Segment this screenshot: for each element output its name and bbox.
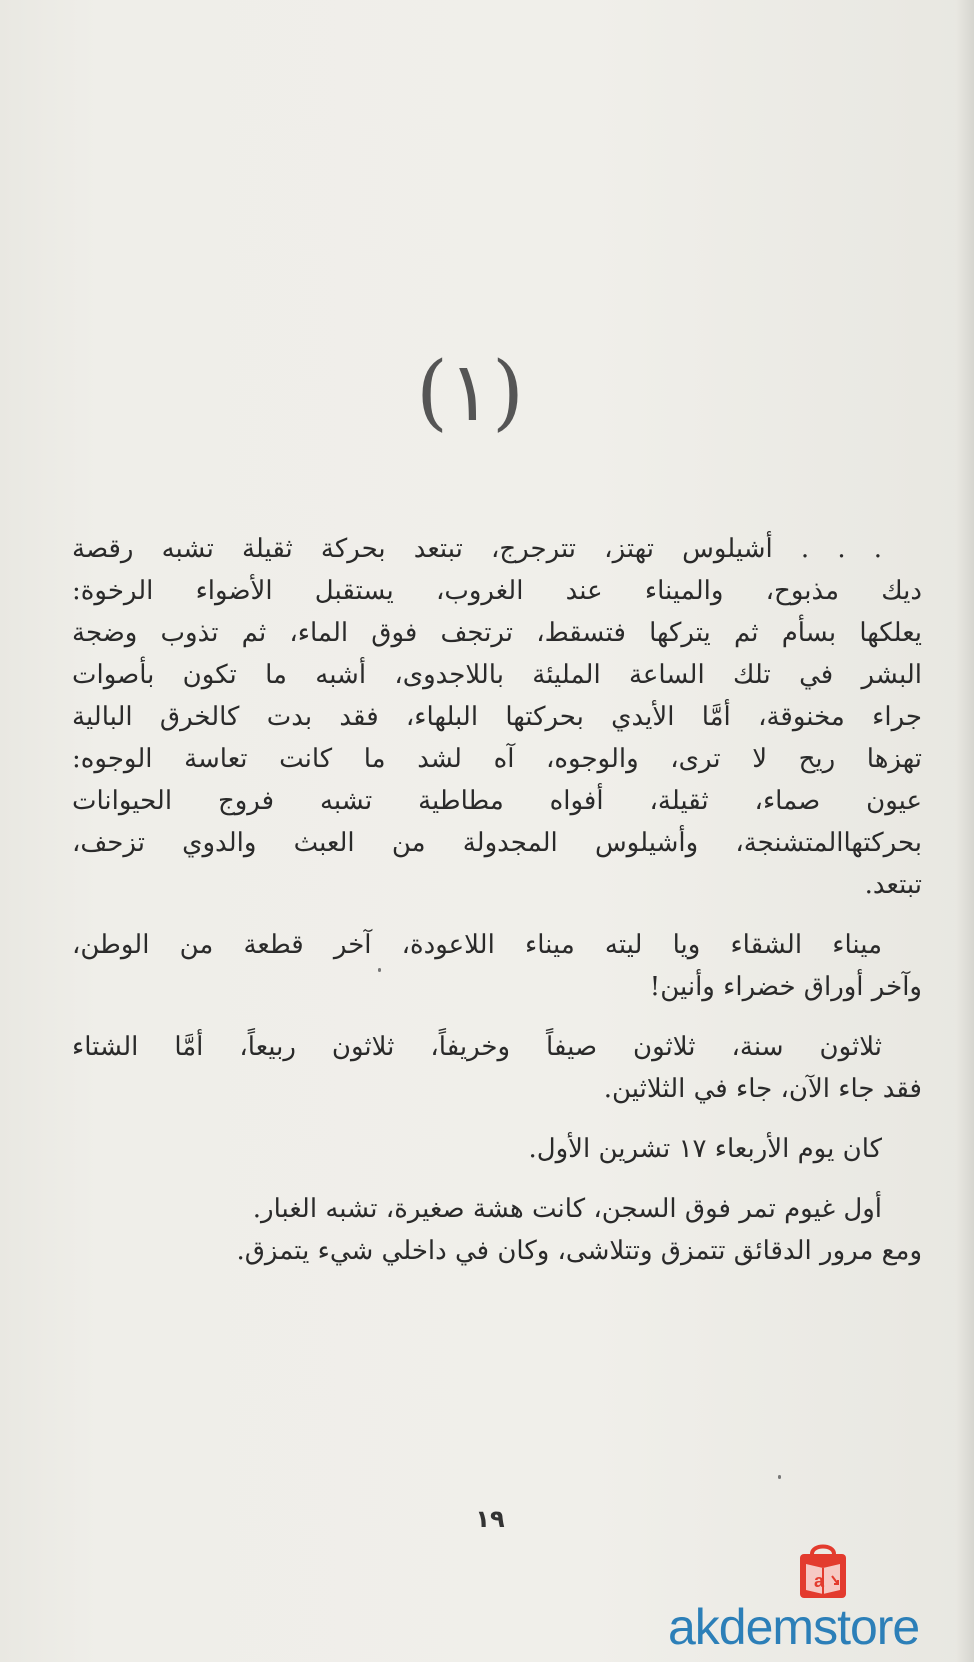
body-text	[72, 528, 922, 1290]
text-line: تبتعد.	[864, 870, 922, 900]
book-bag-icon	[794, 1540, 852, 1602]
text-line: ومع مرور الدقائق تتمزق وتتلاشى، وكان في داخلي شيء يتمزق.	[236, 1236, 922, 1266]
paragraph-3	[72, 1026, 922, 1110]
store-watermark	[668, 1540, 968, 1658]
text-line: فقد جاء الآن، جاء في الثلاثين.	[603, 1074, 922, 1104]
paper-speck	[378, 968, 381, 972]
text-line: ميناء الشقاء ويا ليته ميناء اللاعودة، آخر قطعة من الوطن،	[72, 930, 882, 960]
page-number: ١٩	[475, 1505, 505, 1533]
text-line: البشر في تلك الساعة المليئة باللاجدوى، أشبه ما تكون بأصوات	[72, 660, 922, 690]
text-line: كان يوم الأربعاء ١٧ تشرين الأول.	[528, 1134, 882, 1164]
store-brand-text: akdemstore	[668, 1599, 920, 1655]
text-line: وآخر أوراق خضراء وأنين!	[649, 972, 922, 1002]
page-edge-shadow	[956, 0, 974, 1662]
text-line: تهزها ريح لا ترى، والوجوه، آه لشد ما كانت تعاسة الوجوه:	[72, 744, 922, 774]
paper-speck	[778, 1475, 781, 1479]
text-line: أول غيوم تمر فوق السجن، كانت هشة صغيرة، تشبه الغبار.	[252, 1194, 882, 1224]
chapter-number: (١)	[415, 345, 525, 440]
paragraph-1	[72, 528, 922, 906]
text-line: . . . أشيلوس تهتز، تترجرج، تبتعد بحركة ثقيلة تشبه رقصة	[72, 534, 882, 564]
text-line: ديك مذبوح، والميناء عند الغروب، يستقبل الأضواء الرخوة:	[72, 576, 922, 606]
paragraph-4	[72, 1128, 922, 1170]
svg-text:a: a	[814, 1571, 825, 1591]
paragraph-5	[72, 1188, 922, 1272]
text-line: عيون صماء، ثقيلة، أفواه مطاطية تشبه فروج الحيوانات	[72, 786, 922, 816]
text-line: ثلاثون سنة، ثلاثون صيفاً وخريفاً، ثلاثون ربيعاً، أمَّا الشتاء	[72, 1032, 882, 1062]
text-line: جراء مخنوقة، أمَّا الأيدي بحركتها البلهاء، فقد بدت كالخرق البالية	[72, 702, 922, 732]
text-line: يعلكها بسأم ثم يتركها فتسقط، ترتجف فوق الماء، ثم تذوب وضجة	[72, 618, 922, 648]
text-line: بحركتهاالمتشنجة، وأشيلوس المجدولة من العبث والدوي تزحف،	[72, 828, 922, 858]
paragraph-2	[72, 924, 922, 1008]
